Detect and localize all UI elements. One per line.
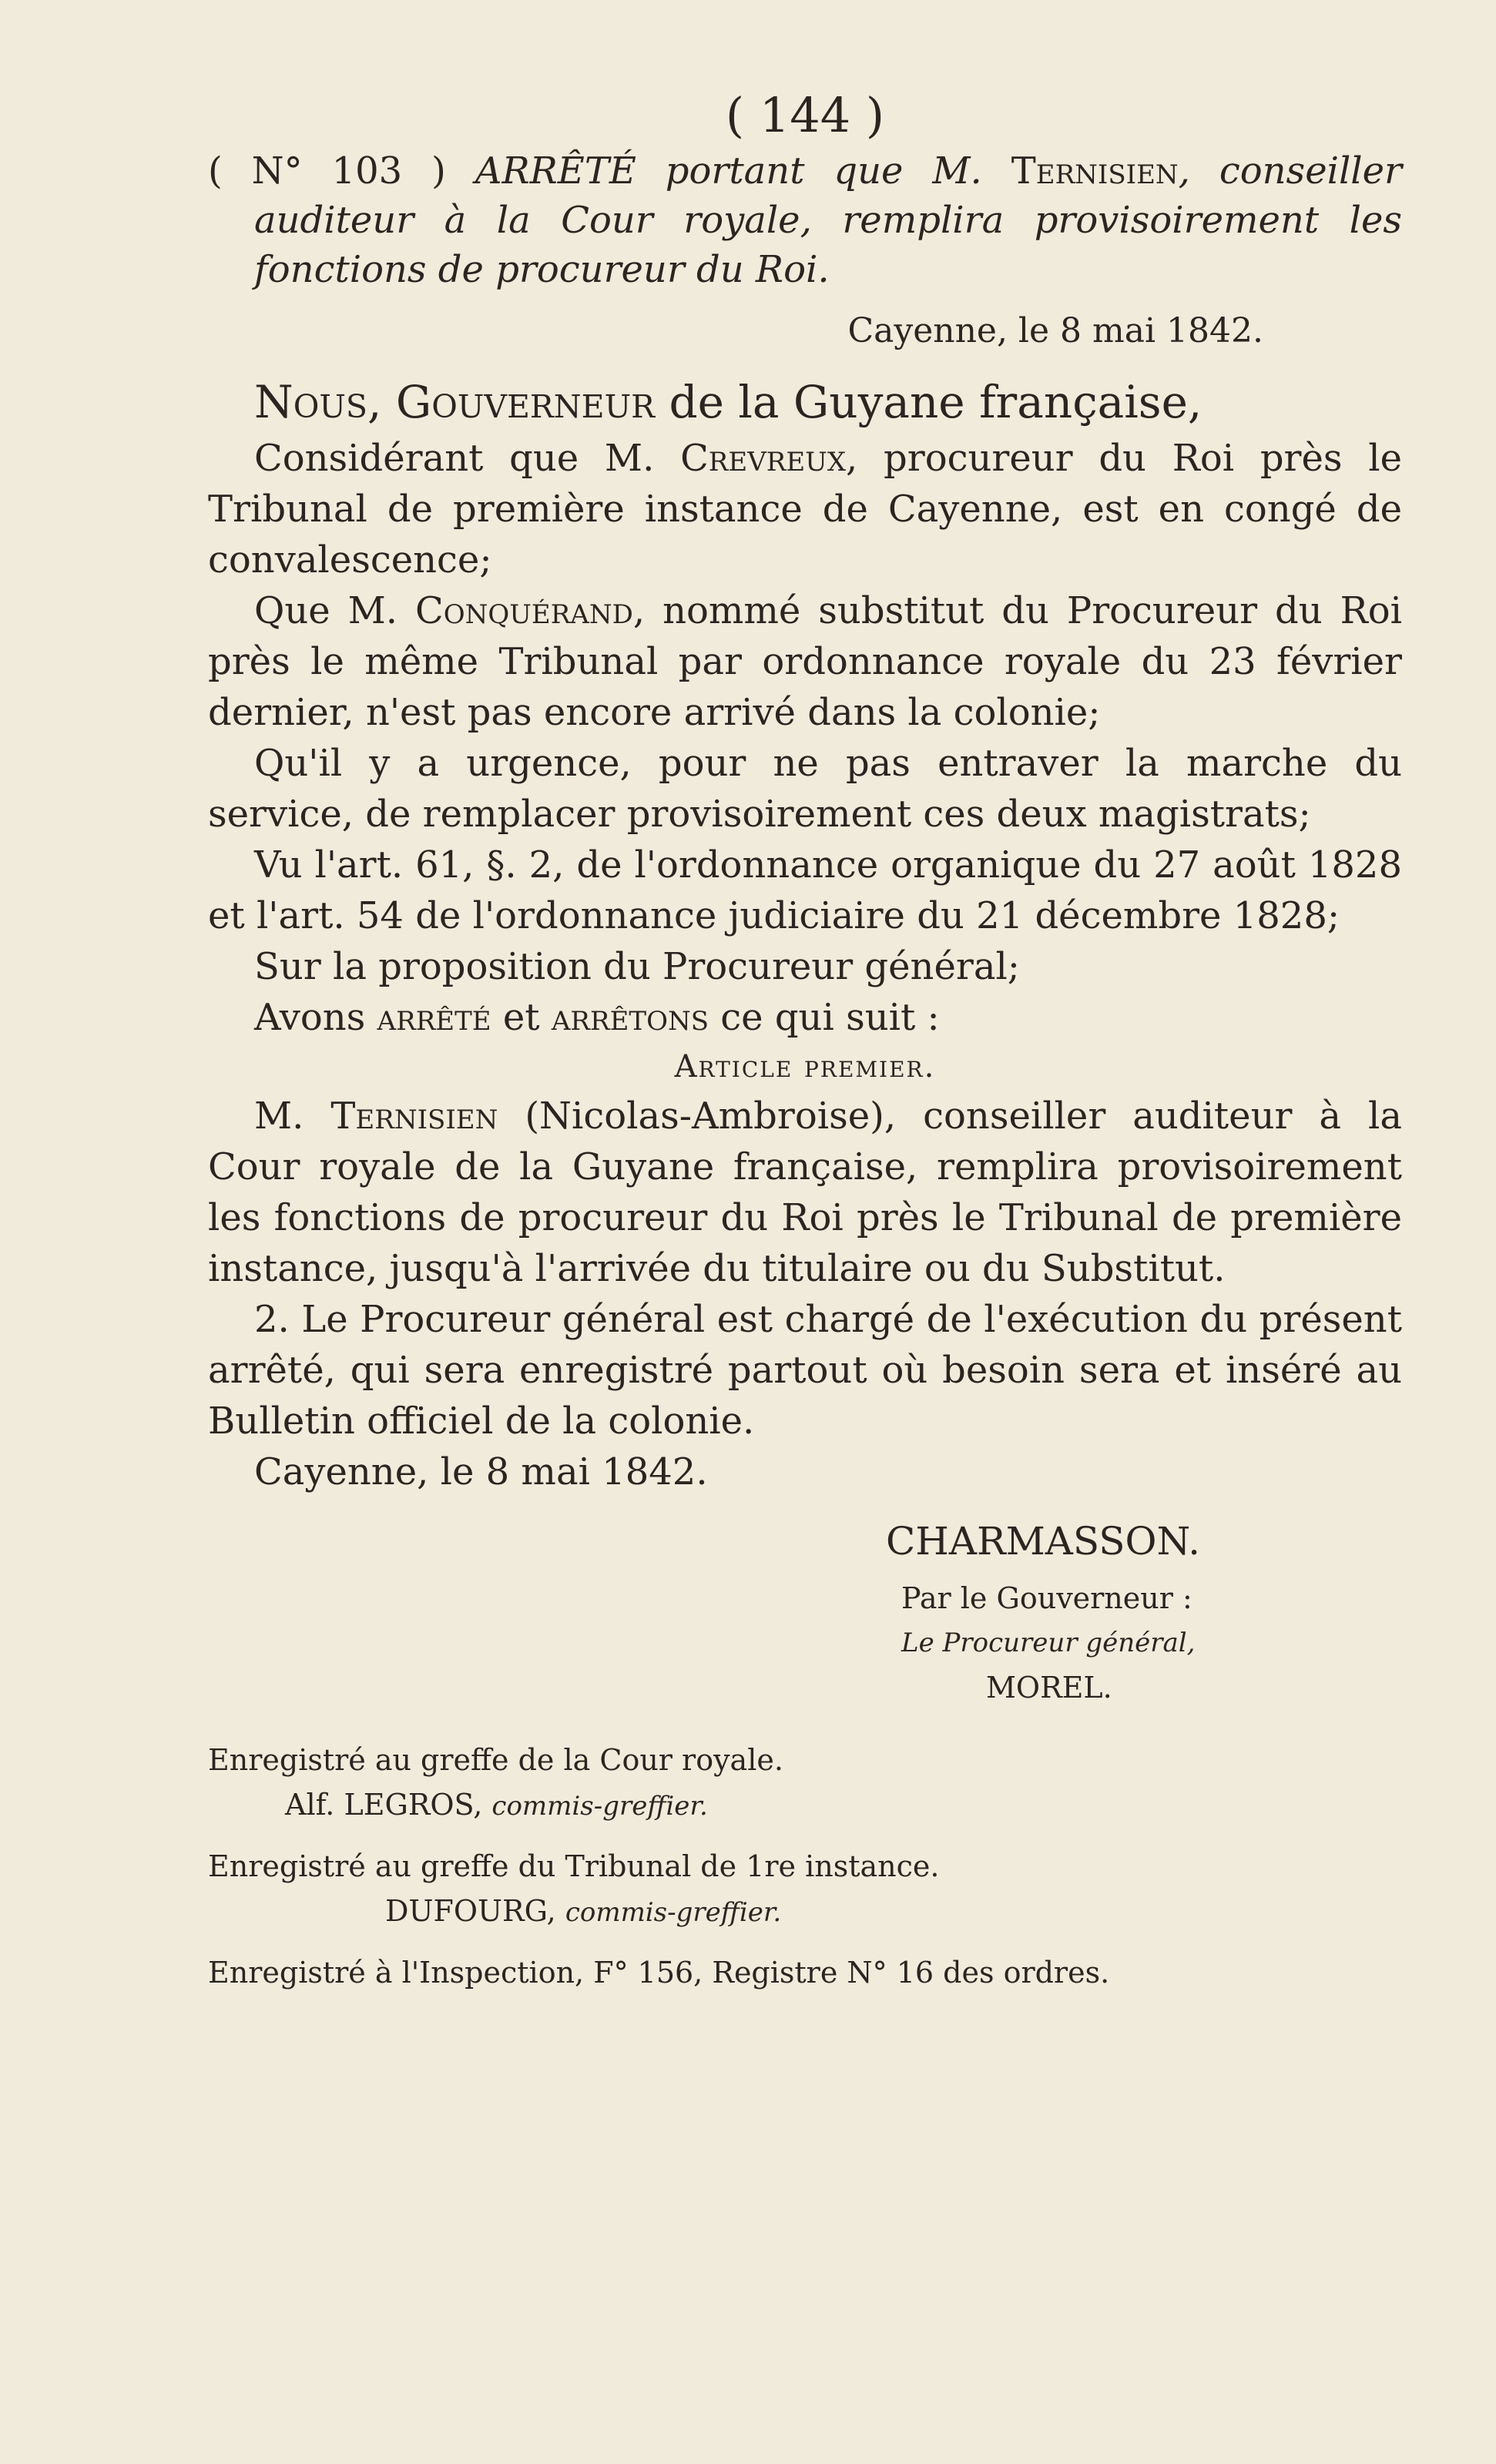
decree-heading	[208, 146, 1402, 294]
registration-inspection: Enregistré à l'Inspection, F° 156, Registre N° 16 des ordres.	[208, 1956, 1110, 1990]
signature-governor: CHARMASSON.	[886, 1519, 1200, 1564]
p6-arrete: arrêté	[377, 996, 491, 1039]
p1-name: Crevreux	[680, 437, 847, 480]
article-1	[208, 1091, 1402, 1294]
date-line: Cayenne, le 8 mai 1842.	[847, 311, 1263, 350]
p6-text-a: Avons	[254, 996, 377, 1039]
p6-text-e: ce qui suit :	[709, 996, 940, 1039]
article-2: 2. Le Procureur général est chargé de l'exécution du présent arrêté, qui sera enregistré partout où besoin sera et inséré au Bulletin officiel de la colonie.	[208, 1298, 1402, 1443]
r1-clerk-name: Alf. LEGROS,	[285, 1788, 492, 1822]
r2-clerk-name: DUFOURG,	[385, 1894, 565, 1928]
a1-text-c: (Nicolas-Ambroise), conseiller auditeur à la Cour royale de la Guyane française, remplira provisoirement les fonctions de procureur du Roi près le Tribunal de première instance, jusqu'à l'arrivée du titulaire ou du Substitut.	[208, 1095, 1402, 1290]
r2-clerk-role: commis-greffier.	[565, 1897, 782, 1928]
heading-text-b: , conseiller auditeur à la Cour royale, remplira provisoirement les fonctions de procureur du Roi.	[254, 149, 1403, 291]
p6-et: et	[491, 996, 552, 1039]
page-number: ( 144 )	[725, 87, 885, 143]
paragraph-urgence: Qu'il y a urgence, pour ne pas entraver la marche du service, de remplacer provisoirement ces deux magistrats;	[208, 742, 1402, 836]
paragraph-vu: Vu l'art. 61, §. 2, de l'ordonnance organique du 27 août 1828 et l'art. 54 de l'ordonnance judiciaire du 21 décembre 1828;	[208, 843, 1402, 937]
nous-word: Nous	[254, 376, 368, 428]
p1-text-a: Considérant que M.	[254, 437, 681, 480]
p6-arretons: arrêtons	[551, 996, 709, 1039]
preamble-line	[208, 371, 1402, 433]
signature-by: Par le Gouverneur :	[901, 1581, 1192, 1615]
p2-text-c: , nommé substitut du Procureur du Roi près le même Tribunal par ordonnance royale du 23 février dernier, n'est pas encore arrivé dans la colonie;	[208, 589, 1402, 734]
registration-cour: Enregistré au greffe de la Cour royale.	[208, 1743, 783, 1777]
registration-cour-clerk	[208, 1782, 1402, 1829]
registration-tribunal: Enregistré au greffe du Tribunal de 1re instance.	[208, 1849, 940, 1883]
a1-text-a: M.	[254, 1095, 331, 1138]
heading-text-a: ARRÊTÉ portant que M.	[475, 149, 1011, 193]
p2-text-a: Que M.	[254, 589, 415, 632]
preamble-rest: de la Guyane française,	[655, 376, 1203, 428]
page-content	[208, 0, 1402, 1995]
signature-name: MOREL.	[986, 1671, 1112, 1705]
decree-number: ( N° 103 )	[208, 149, 446, 193]
paragraph-conquerand	[208, 585, 1402, 738]
gouverneur-word: Gouverneur	[395, 376, 656, 428]
paragraph-considerant	[208, 433, 1402, 585]
paragraph-proposition: Sur la proposition du Procureur général;	[254, 945, 1020, 988]
registration-tribunal-clerk	[208, 1889, 1402, 1935]
article-title: Article premier.	[674, 1049, 936, 1084]
closing-date: Cayenne, le 8 mai 1842.	[254, 1450, 708, 1493]
heading-name: Ternisien	[1011, 149, 1179, 193]
p1-text-c: , procureur du Roi près le Tribunal de première instance de Cayenne, est en congé de convalescence;	[208, 437, 1403, 582]
r1-clerk-role: commis-greffier.	[491, 1791, 708, 1822]
nous-comma: ,	[367, 376, 396, 428]
p2-name: Conquérand	[415, 589, 633, 632]
a1-name: Ternisien	[330, 1095, 498, 1138]
signature-role: Le Procureur général,	[901, 1628, 1196, 1658]
paragraph-avons	[208, 992, 1402, 1043]
